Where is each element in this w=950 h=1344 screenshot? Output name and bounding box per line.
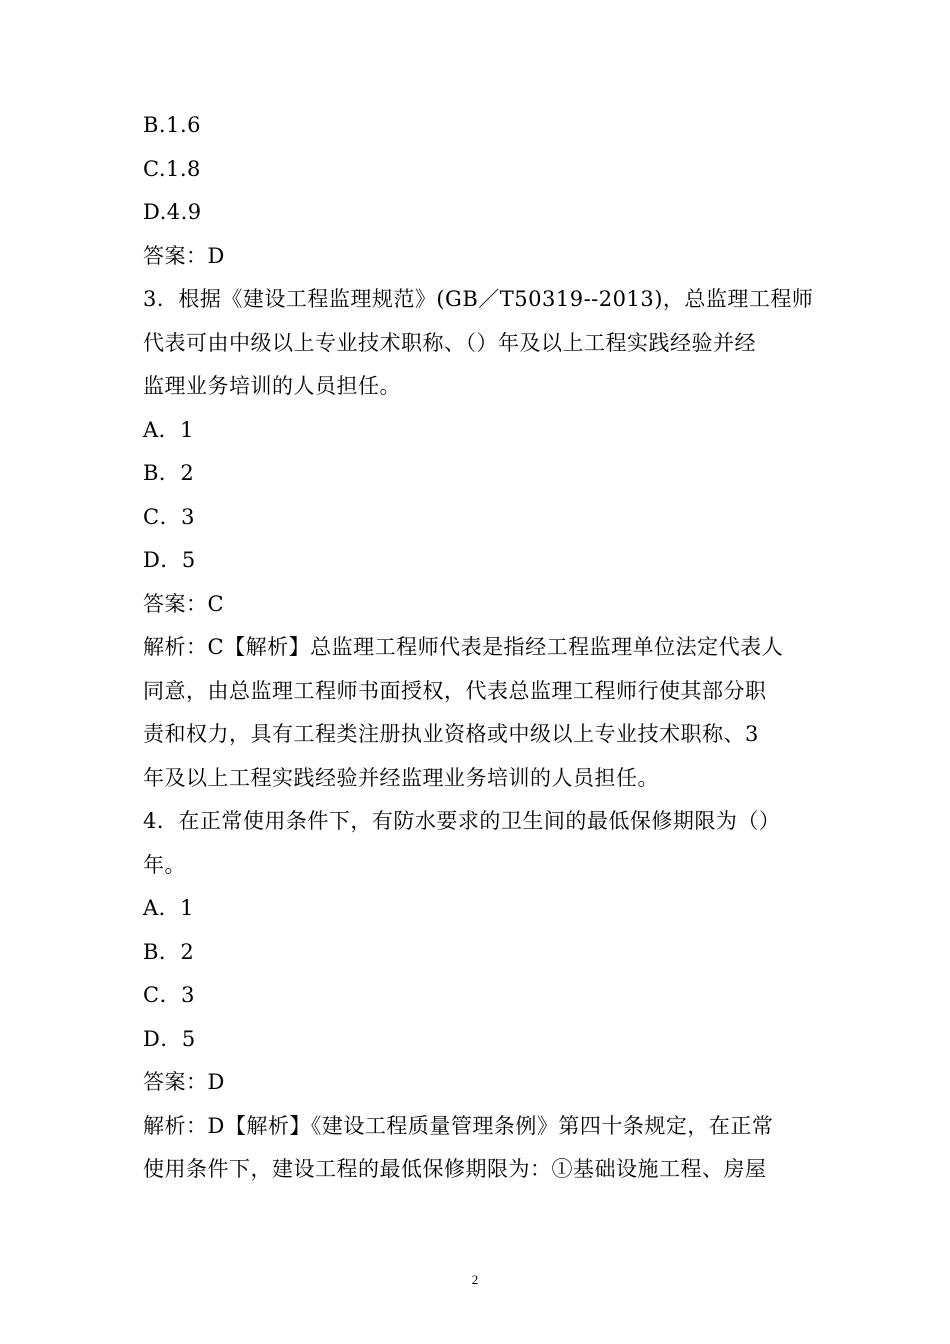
page-number: 2 [471,1272,479,1287]
option-a-line: A．1 [143,417,195,442]
option-c-line: C．3 [143,504,195,529]
analysis-line: 年及以上工程实践经验并经监理业务培训的人员担任。 [143,765,659,790]
question-3-line: 监理业务培训的人员担任。 [143,374,401,398]
option-b-line: B.1.6 [143,113,202,137]
option-c-line: C.1.8 [143,156,201,181]
analysis-line: 解析：C【解析】总监理工程师代表是指经工程监理单位法定代表人 [143,635,784,659]
answer-line: 答案：D [143,243,225,268]
document-body [143,104,813,1192]
analysis-line: 解析：D【解析】《建设工程质量管理条例》第四十条规定，在正常 [143,1113,774,1138]
option-d-line: D．5 [143,548,196,572]
question-4-line: 年。 [143,852,186,877]
analysis-line: 使用条件下，建设工程的最低保修期限为：①基础设施工程、房屋 [143,1157,767,1181]
question-4-line: 4．在正常使用条件下，有防水要求的卫生间的最低保修期限为（） [143,809,781,833]
option-a-line: A．1 [143,896,195,920]
analysis-line: 责和权力，具有工程类注册执业资格或中级以上专业技术职称、3 [143,722,759,746]
option-d-line: D．5 [143,1026,196,1051]
option-b-line: B．2 [143,461,195,485]
question-3-line: 3．根据《建设工程监理规范》(GB／T50319--2013)，总监理工程师 [143,287,814,311]
analysis-line: 同意，由总监理工程师书面授权，代表总监理工程师行使其部分职 [143,678,767,703]
option-b-line: B．2 [143,939,195,964]
answer-line: 答案：D [143,1070,225,1094]
option-c-line: C．3 [143,983,195,1007]
question-3-line: 代表可由中级以上专业技术职称、（）年及以上工程实践经验并经 [143,330,756,355]
answer-line: 答案：C [143,591,225,616]
option-d-line: D.4.9 [143,200,202,224]
